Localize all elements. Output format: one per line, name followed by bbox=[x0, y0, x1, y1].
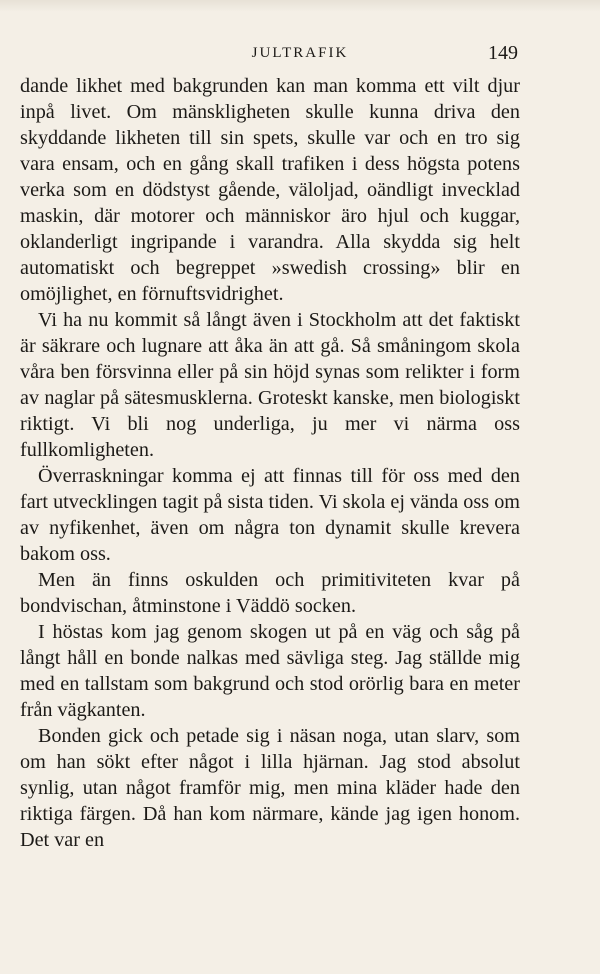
paragraph-continued: dande likhet med bakgrunden kan man komma ett vilt djur inpå livet. Om mänskligheten skulle kunna driva den skyddande likheten till sin spets, skulle var och en tro sig vara ensam, och en gång skall trafiken i dess högsta potens verka som en dödstyst gående, väloljad, oändligt invecklad maskin, där motorer och människor äro hjul och kuggar, oklanderligt ingripande i varandra. Alla skydda sig helt automatiskt och begreppet »swedish crossing» blir en omöjlighet, en förnuftsvidrighet. bbox=[20, 75, 520, 305]
page-top-edge bbox=[0, 0, 600, 12]
page-number: 149 bbox=[488, 42, 518, 64]
paragraph: Vi ha nu kommit så långt även i Stockholm att det faktiskt är säkrare och lugnare att åka än att gå. Så småningom skola våra ben försvinna eller på sin höjd synas som relikter i form av naglar på sätesmusklerna. Groteskt kanske, men biologiskt riktigt. Vi bli nog underliga, ju mer vi närma oss fullkomligheten. bbox=[20, 309, 520, 461]
paragraph: Men än finns oskulden och primitiviteten kvar på bondvischan, åtminstone i Väddö socken. bbox=[20, 569, 520, 617]
body-text bbox=[20, 73, 520, 853]
running-title: JULTRAFIK bbox=[251, 45, 349, 61]
running-header bbox=[0, 40, 600, 66]
paragraph: Bonden gick och petade sig i näsan noga, utan slarv, som om han sökt efter något i lilla hjärnan. Jag stod absolut synlig, utan något framför mig, men mina kläder hade den riktiga färgen. Då han kom närmare, kände jag igen honom. Det var en bbox=[20, 725, 520, 851]
paragraph: Överraskningar komma ej att finnas till för oss med den fart utvecklingen tagit på sista tiden. Vi skola ej vända oss om av nyfikenhet, även om några ton dynamit skulle krevera bakom oss. bbox=[20, 465, 520, 565]
paragraph: I höstas kom jag genom skogen ut på en väg och såg på långt håll en bonde nalkas med sävliga steg. Jag ställde mig med en tallstam som bakgrund och stod orörlig bara en meter från vägkanten. bbox=[20, 621, 520, 721]
